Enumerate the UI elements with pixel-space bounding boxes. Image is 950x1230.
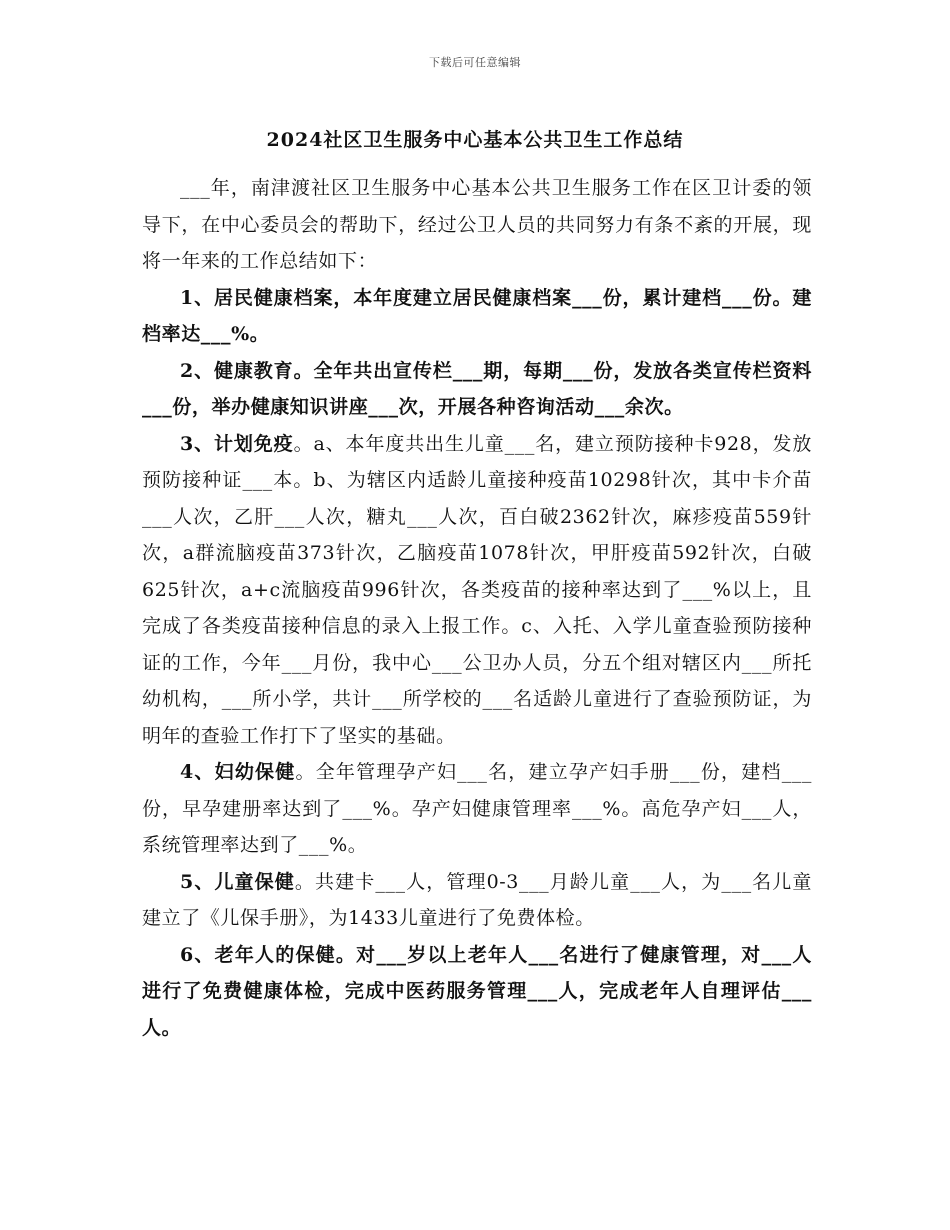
- document-title: 2024社区卫生服务中心基本公共卫生工作总结: [266, 129, 684, 151]
- section-health-education: 2、健康教育。全年共出宣传栏___期，每期___份，发放各类宣传栏资料___份，举办健康知识讲座___次，开展各种咨询活动___余次。: [142, 359, 812, 418]
- section-elderly-health: 6、老年人的保健。对___岁以上老年人___名进行了健康管理，对___人进行了免费健康体检，完成中医药服务管理___人，完成老年人自理评估___人。: [142, 943, 812, 1039]
- intro-paragraph: ___年，南津渡社区卫生服务中心基本公共卫生服务工作在区卫计委的领导下，在中心委员会的帮助下，经过公卫人员的共同努力有条不紊的开展，现将一年来的工作总结如下：: [142, 177, 812, 272]
- section-child-health: [142, 864, 812, 937]
- section-heading: 5、儿童保健: [180, 870, 295, 893]
- section-text: 。全年管理孕产妇___名，建立孕产妇手册___份，建档___份，早孕建册率达到了___%。孕产妇健康管理率___%。高危孕产妇___人，系统管理率达到了___%。: [142, 761, 812, 856]
- section-text: 。a、本年度共出生儿童___名，建立预防接种卡928，发放预防接种证___本。b、为辖区内适龄儿童接种疫苗10298针次，其中卡介苗___人次，乙肝___人次，糖丸___人次，百白破2362针次，麻疹疫苗559针次，a群流脑疫苗373针次，乙脑疫苗1078针次，甲肝疫苗592针次，白破625针次，a+c流脑疫苗996针次，各类疫苗的接种率达到了___%以上，且完成了各类疫苗接种信息的录入上报工作。c、入托、入学儿童查验预防接种证的工作，今年___月份，我中心___公卫办人员，分五个组对辖区内___所托幼机构，___所小学，共计___所学校的___名适龄儿童进行了查验预防证，为明年的查验工作打下了坚实的基础。: [142, 432, 812, 747]
- section-heading: 4、妇幼保健: [180, 761, 296, 783]
- section-health-records: 1、居民健康档案，本年度建立居民健康档案___份，累计建档___份。建档率达___%。: [142, 286, 812, 345]
- section-text: 。共建卡___人，管理0-3___月龄儿童___人，为___名儿童建立了《儿保手册》，为1433儿童进行了免费体检。: [142, 870, 812, 929]
- document-body: [142, 170, 812, 1046]
- section-immunization: [142, 426, 812, 755]
- section-maternal-health: [142, 754, 812, 864]
- header-note: 下载后可任意编辑: [429, 56, 521, 69]
- section-heading: 3、计划免疫: [180, 432, 294, 455]
